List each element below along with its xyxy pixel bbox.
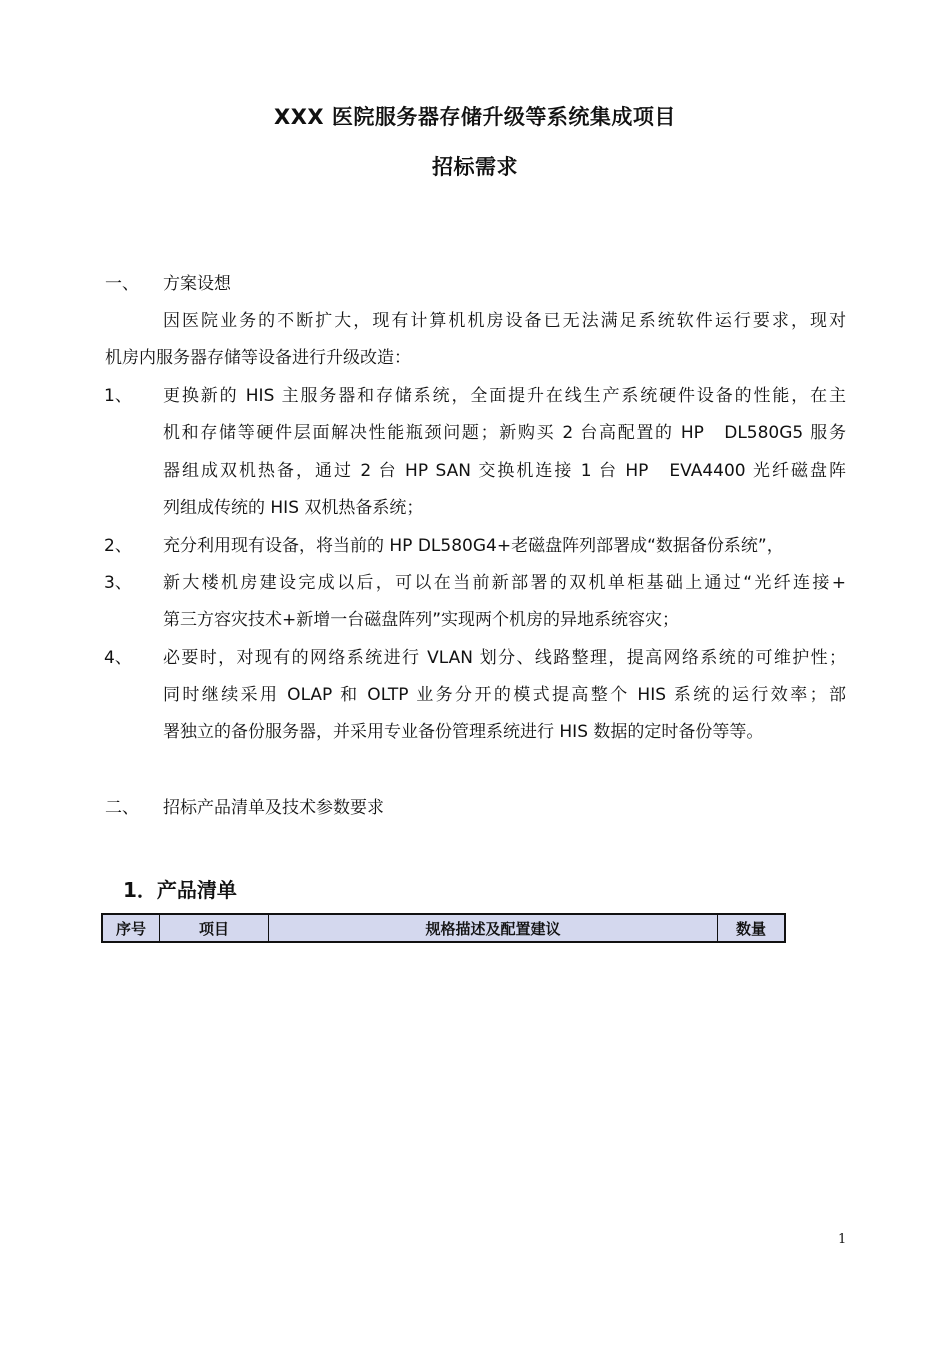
list-item-line: 必要时，对现有的网络系统进行 VLAN 划分、线路整理，提高网络系统的可维护性； xyxy=(163,648,846,668)
column-header-spec: 规格描述及配置建议 xyxy=(269,914,718,942)
section-2-number: 二、 xyxy=(105,798,139,818)
list-item-line: 第三方容灾技术+新增一台磁盘阵列”实现两个机房的异地系统容灾； xyxy=(163,610,680,630)
column-header-quantity: 数量 xyxy=(718,914,786,942)
section-1-heading xyxy=(105,273,231,295)
list-item-line: 列组成传统的 HIS 双机热备系统； xyxy=(163,498,424,518)
list-item-line: 新大楼机房建设完成以后，可以在当前新部署的双机单柜基础上通过“光纤连接+ xyxy=(163,573,846,593)
list-item-number: 1、 xyxy=(104,386,132,406)
list-item-line: 同时继续采用 OLAP 和 OLTP 业务分开的模式提高整个 HIS 系统的运行效率；部 xyxy=(163,685,846,705)
list-item-line: 机和存储等硬件层面解决性能瓶颈问题；新购买 2 台高配置的 HP DL580G5 服务 xyxy=(163,423,846,443)
section-2-title: 招标产品清单及技术参数要求 xyxy=(163,798,384,818)
section-1-number: 一、 xyxy=(105,274,139,294)
list-item-line: 更换新的 HIS 主服务器和存储系统，全面提升在线生产系统硬件设备的性能，在主 xyxy=(163,386,846,406)
intro-line-2: 机房内服务器存储等设备进行升级改造： xyxy=(105,348,411,368)
product-table xyxy=(101,913,786,943)
subsection-1-heading: 1．产品清单 xyxy=(123,878,237,902)
document-subtitle: 招标需求 xyxy=(432,155,518,179)
section-1-title: 方案设想 xyxy=(163,274,231,294)
table-header-row xyxy=(102,914,785,942)
list-item-number: 3、 xyxy=(104,573,132,593)
column-header-index: 序号 xyxy=(102,914,160,942)
list-item-line: 器组成双机热备，通过 2 台 HP SAN 交换机连接 1 台 HP EVA4400 光纤磁盘阵 xyxy=(163,461,846,481)
list-item-line: 署独立的备份服务器，并采用专业备份管理系统进行 HIS 数据的定时备份等等。 xyxy=(163,722,764,742)
list-item-number: 2、 xyxy=(104,536,132,556)
list-item-line: 充分利用现有设备，将当前的 HP DL580G4+老磁盘阵列部署成“数据备份系统”， xyxy=(163,536,784,556)
column-header-item: 项目 xyxy=(160,914,269,942)
document-title: XXX 医院服务器存储升级等系统集成项目 xyxy=(274,105,676,129)
list-item-number: 4、 xyxy=(104,648,132,668)
intro-line-1: 因医院业务的不断扩大，现有计算机机房设备已无法满足系统软件运行要求，现对 xyxy=(163,311,846,331)
section-2-heading xyxy=(105,797,384,819)
page-number: 1 xyxy=(838,1232,847,1247)
